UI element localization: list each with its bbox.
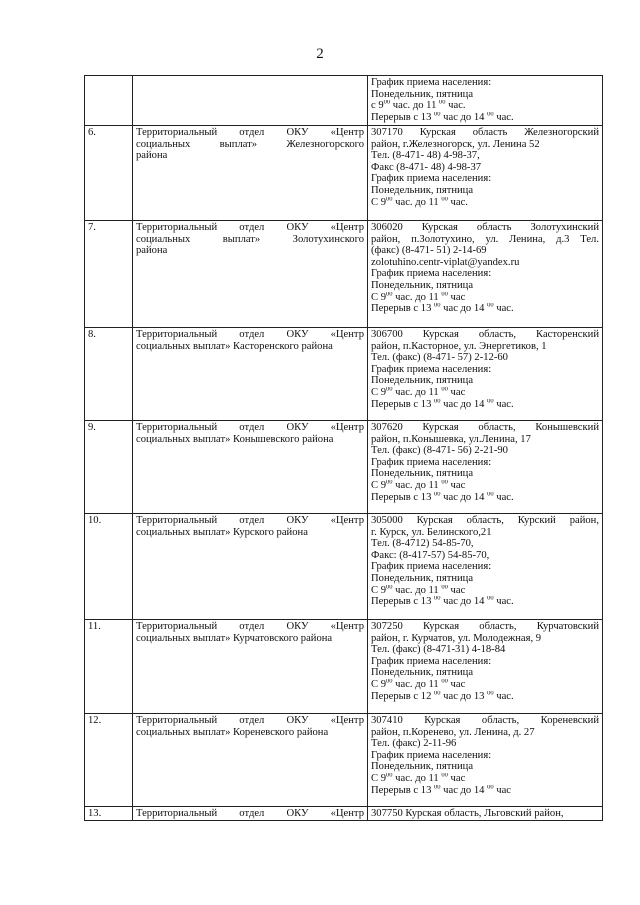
table-row bbox=[85, 76, 603, 126]
office-name-cell: Территориальный отдел ОКУ «Центр социальных выплат» Курчатовского района bbox=[133, 620, 368, 714]
table-row bbox=[85, 328, 603, 421]
office-name-cell: Территориальный отдел ОКУ «Центр социальных выплат» Кореневского района bbox=[133, 714, 368, 807]
office-name-cell: Территориальный отдел ОКУ «Центр bbox=[133, 807, 368, 821]
address-cell: 307170 Курская область Железногорский район, г.Железногорск, ул. Ленина 52 Тел. (8-471- 48) 4-98-37, Факс (8-471- 48) 4-98-37 График приема населения: Понедельник, пятница С $9^{00}$ час. до 11 $^{00}$ час. bbox=[368, 126, 603, 221]
table-row bbox=[85, 514, 603, 620]
table-row bbox=[85, 221, 603, 328]
schedule-break: Перерыв с 13 $^{00}$ час до 14 $^{00}$ час. bbox=[371, 111, 514, 123]
office-name-cell: Территориальный отдел ОКУ «Центр социальных выплат» Курского района bbox=[133, 514, 368, 620]
schedule-hours: с $9^{00}$ час. до 11 $^{00}$ час. bbox=[371, 100, 466, 112]
address-cell: 307410 Курская область, Кореневский район, п.Коренево, ул. Ленина, д. 27 Тел. (факс) 2-11-96 График приема населения: Понедельник, пятница С $9^{00}$ час. до 11 $^{00}$ час Перерыв с 13 $^{00}$ час до 14 $^{00}$ час bbox=[368, 714, 603, 807]
address-cell: 307620 Курская область, Конышевский район, п.Конышевка, ул.Ленина, 17 Тел. (факс) (8-471- 56) 2-21-90 График приема населения: Понедельник, пятница С $9^{00}$ час. до 11 $^{00}$ час Перерыв с 13 $^{00}$ час до 14 $^{00}$ час. bbox=[368, 421, 603, 514]
row-number-cell: 9. bbox=[85, 421, 133, 514]
row-number-cell: 10. bbox=[85, 514, 133, 620]
office-name-cell: Территориальный отдел ОКУ «Центр социальных выплат» Конышевского района bbox=[133, 421, 368, 514]
row-number-cell: 13. bbox=[85, 807, 133, 821]
page-number: 2 bbox=[316, 46, 324, 62]
office-name-cell: Территориальный отдел ОКУ «Центр социальных выплат» Железногорского района bbox=[133, 126, 368, 221]
address-cell: 306700 Курская область, Касторенский район, п.Касторное, ул. Энергетиков, 1 Тел. (факс) (8-471- 57) 2-12-60 График приема населения: Понедельник, пятница С $9^{00}$ час. до 11 $^{00}$ час Перерыв с 13 $^{00}$ час до 14 $^{00}$ час. bbox=[368, 328, 603, 421]
schedule-header: График приема населения: bbox=[371, 77, 492, 88]
address-cell: 306020 Курская область Золотухинский район, п.Золотухино, ул. Ленина, д.3 Тел. (факс) (8-471- 51) 2-14-69 zolotuhino.centr-viplat@yandex.ru График приема населения: Понедельник, пятница С $9^{00}$ час. до 11 $^{00}$ час Перерыв с 13 $^{00}$ час до 14 $^{00}$ час. bbox=[368, 221, 603, 328]
offices-table bbox=[84, 75, 603, 821]
address-cell: 305000 Курская область, Курский район, г. Курск, ул. Белинского,21 Тел. (8-4712) 54-85-70, Факс: (8-417-57) 54-85-70, График приема населения: Понедельник, пятница С $9^{00}$ час. до 11 $^{00}$ час Перерыв с 13 $^{00}$ час до 14 $^{00}$ час. bbox=[368, 514, 603, 620]
table-row bbox=[85, 714, 603, 807]
table-row bbox=[85, 126, 603, 221]
row-number-cell: 7. bbox=[85, 221, 133, 328]
address-cell: 307750 Курская область, Льговский район, bbox=[368, 807, 603, 821]
office-name-cell: Территориальный отдел ОКУ «Центр социальных выплат» Касторенского района bbox=[133, 328, 368, 421]
row-number-cell: 11. bbox=[85, 620, 133, 714]
table-row bbox=[85, 421, 603, 514]
row-number-cell: 8. bbox=[85, 328, 133, 421]
schedule-days: Понедельник, пятница bbox=[371, 88, 474, 100]
row-number-cell bbox=[85, 76, 133, 126]
address-cell bbox=[368, 76, 603, 126]
office-name-cell bbox=[133, 76, 368, 126]
row-number-cell: 6. bbox=[85, 126, 133, 221]
email-link: zolotuhino.centr-viplat@yandex.ru bbox=[371, 256, 520, 268]
office-name-cell: Территориальный отдел ОКУ «Центр социальных выплат» Золотухинского района bbox=[133, 221, 368, 328]
table-row bbox=[85, 807, 603, 821]
table-row bbox=[85, 620, 603, 714]
row-number-cell: 12. bbox=[85, 714, 133, 807]
address-cell: 307250 Курская область, Курчатовский район, г. Курчатов, ул. Молодежная, 9 Тел. (факс) (8-471-31) 4-18-84 График приема населения: Понедельник, пятница С $9^{00}$ час. до 11 $^{00}$ час Перерыв с 12 $^{00}$ час до 13 $^{00}$ час. bbox=[368, 620, 603, 714]
